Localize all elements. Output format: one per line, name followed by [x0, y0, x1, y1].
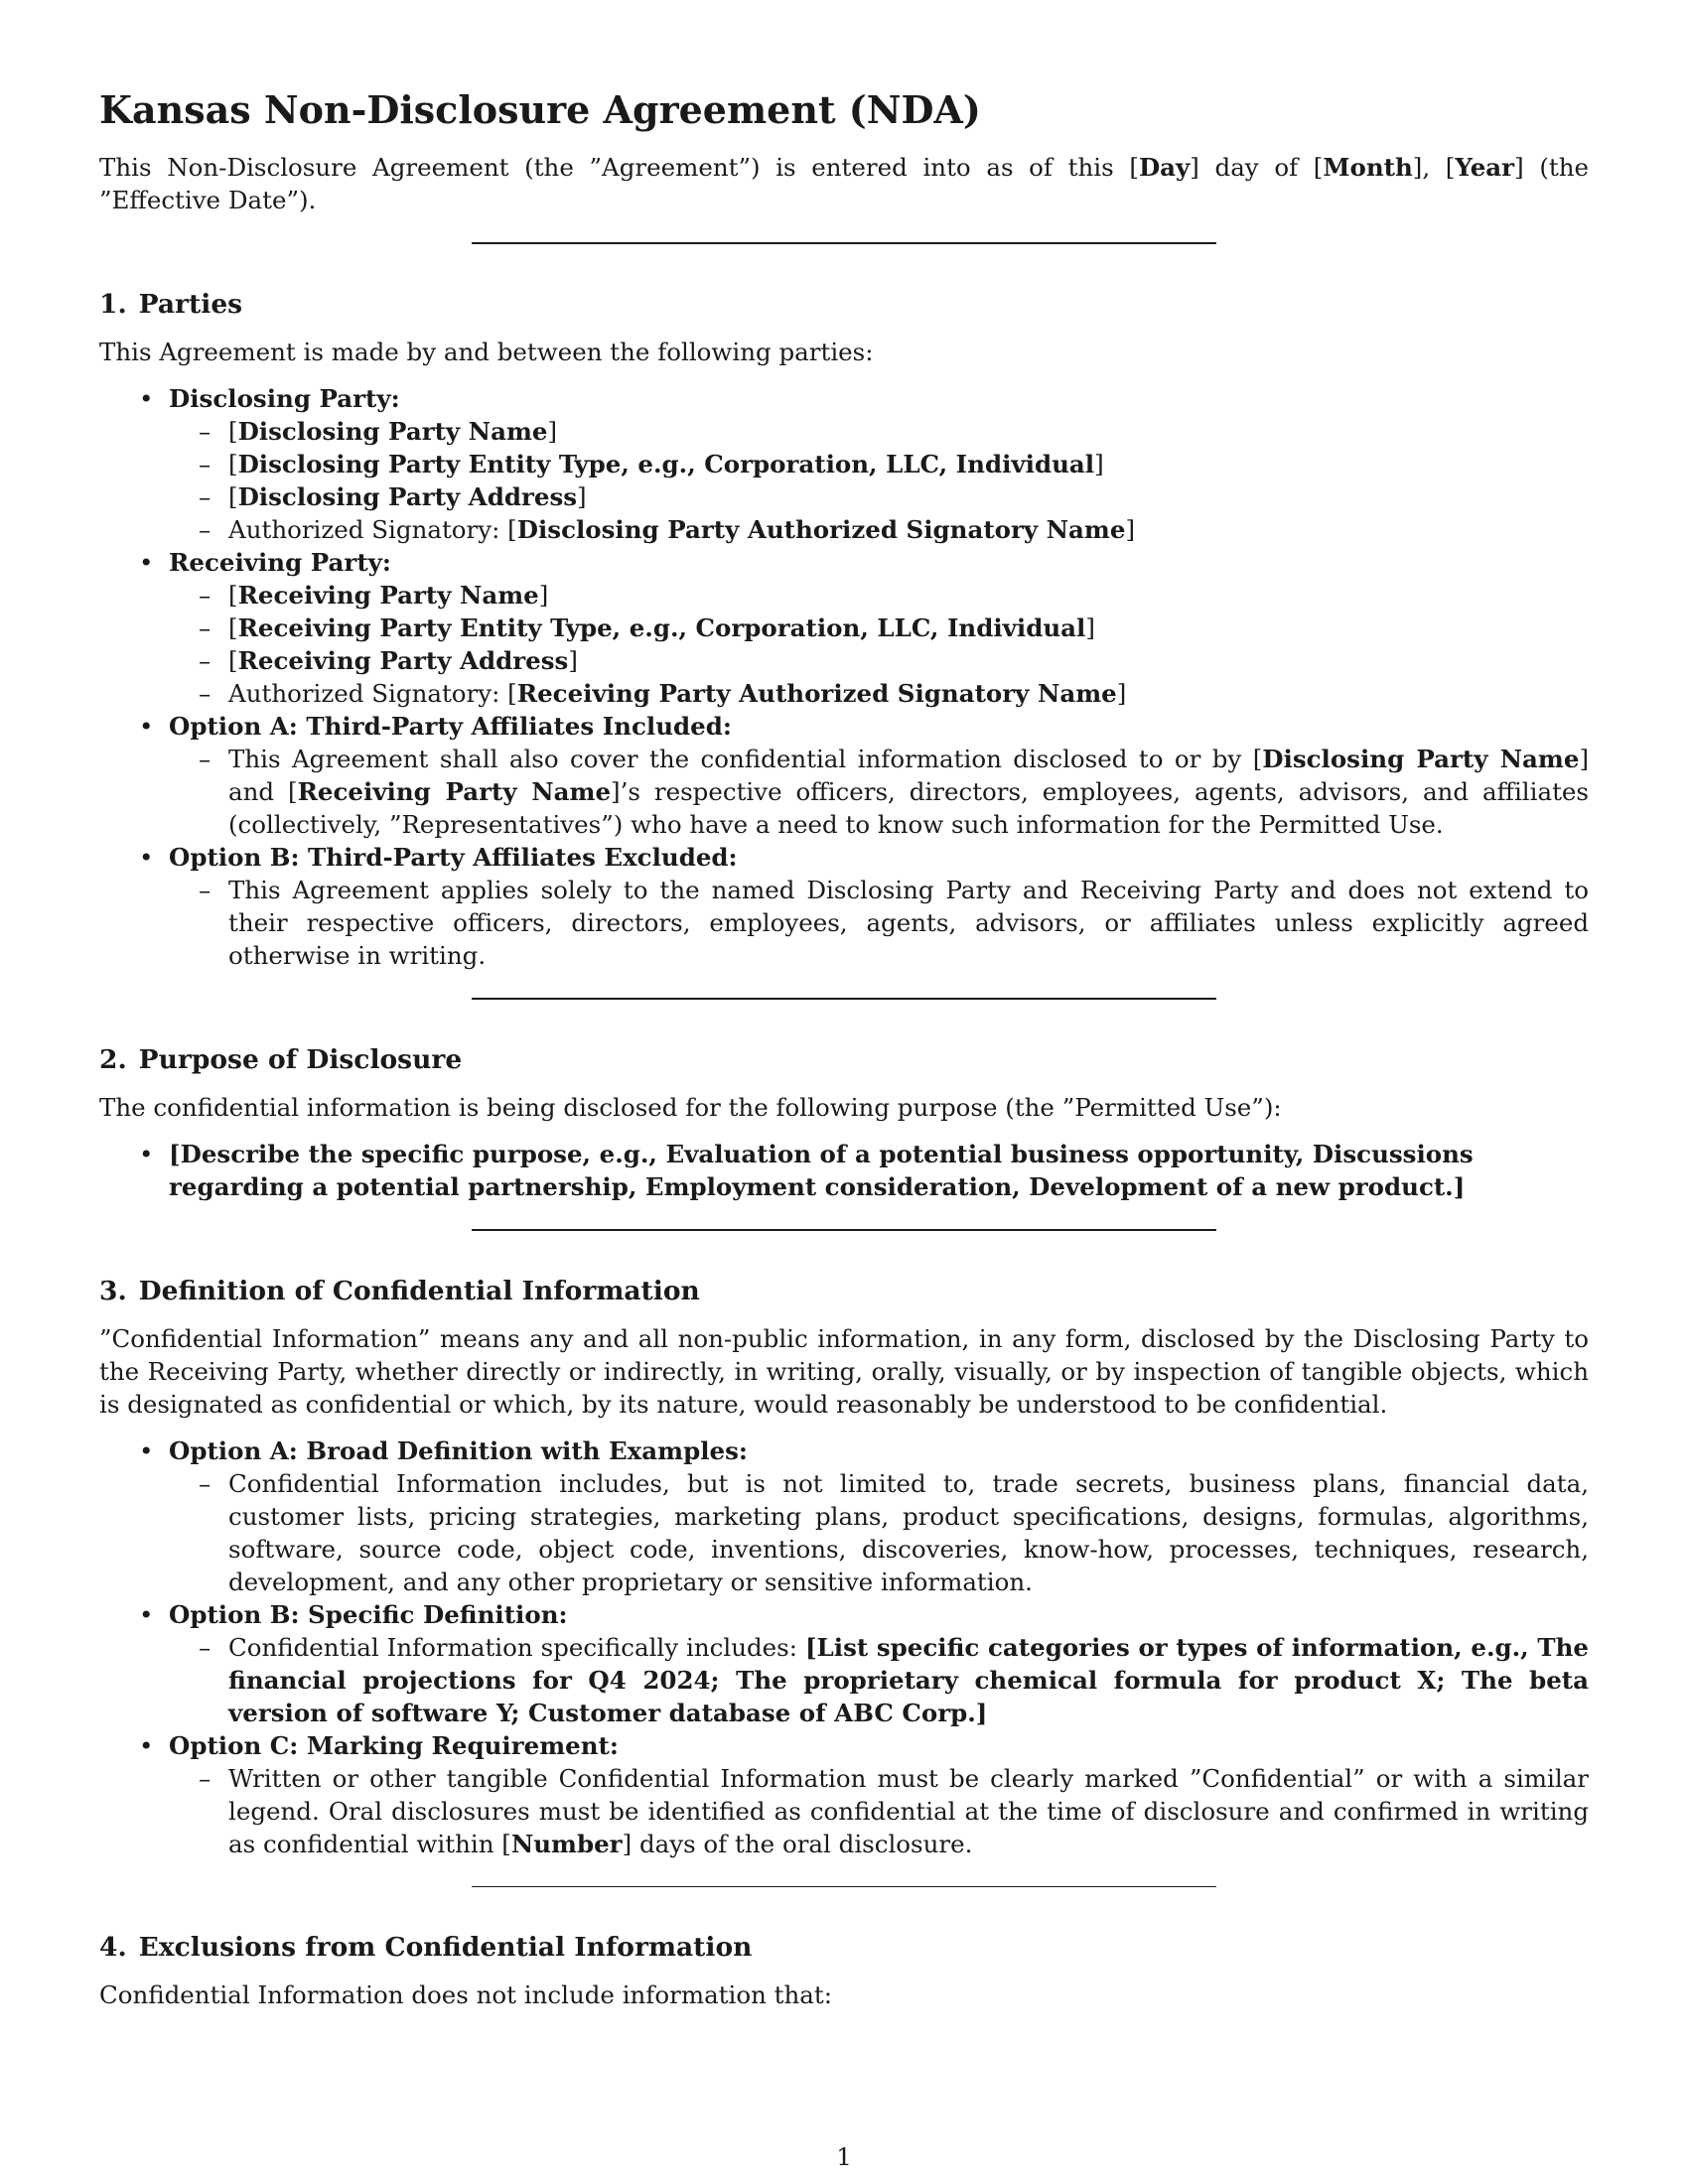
list-item: – Authorized Signatory: [Receiving Party Authorized Signatory Name]: [228, 677, 1589, 710]
list-item: [228, 1631, 1589, 1729]
section-title: Exclusions from Confidential Information: [138, 1932, 753, 1963]
document-page: [99, 87, 1589, 2025]
receiving-party-name-placeholder: Receiving Party Name: [297, 777, 612, 806]
list-item: [169, 1598, 1589, 1729]
list-item: – [Receiving Party Name]: [228, 579, 1589, 612]
list-item: [169, 1729, 1589, 1860]
list-item: – Authorized Signatory: [Disclosing Party Authorized Signatory Name]: [228, 513, 1589, 546]
intro-text: ] day of [: [1190, 153, 1324, 182]
list-item: – This Agreement applies solely to the named Disclosing Party and Receiving Party and does not extend to their respective officers, directors, employees, agents, advisors, or affiliates unless explicitly agreed otherwise in writing.: [228, 874, 1589, 972]
receiving-party-label: Receiving Party:: [169, 548, 391, 577]
list-item: [169, 1138, 1589, 1203]
list-item: [228, 743, 1589, 841]
list-item: [228, 1762, 1589, 1860]
section-4-heading: [99, 1931, 1589, 1965]
list-item: – [Receiving Party Entity Type, e.g., Corporation, LLC, Individual]: [228, 612, 1589, 644]
list-item: [169, 710, 1589, 841]
definition-options-list: [99, 1434, 1589, 1860]
option-a-label: Option A: Broad Definition with Examples:: [169, 1436, 748, 1465]
intro-text: ], [: [1412, 153, 1456, 182]
option-a-details: [169, 743, 1589, 841]
section-1-lead: This Agreement is made by and between the following parties:: [99, 338, 874, 366]
list-item: – [Disclosing Party Entity Type, e.g., Corporation, LLC, Individual]: [228, 448, 1589, 480]
document-title: Kansas Non-Disclosure Agreement (NDA): [99, 87, 981, 132]
list-item: – Confidential Information includes, but is not limited to, trade secrets, business plans, financial data, customer lists, pricing strategies, marketing plans, product specifications, designs, formulas, algorithms, software, source code, object code, inventions, discoveries, know-how, processes, techniques, research, development, and any other proprietary or sensitive information.: [228, 1467, 1589, 1598]
page-number: 1: [836, 2142, 852, 2171]
number-placeholder: Number: [510, 1830, 623, 1858]
purpose-placeholder: [Describe the specific purpose, e.g., Evaluation of a potential business opportunity, Discussions regarding a potential partnership, Employment consideration, Development of a new product.]: [169, 1140, 1474, 1201]
signatory-label: Authorized Signatory:: [228, 679, 508, 708]
receiving-party-entity-placeholder: Receiving Party Entity Type, e.g., Corporation, LLC, Individual: [237, 614, 1086, 642]
section-number: 4.: [99, 1932, 127, 1963]
disclosing-party-name-placeholder: Disclosing Party Name: [1262, 745, 1580, 773]
option-c-details: [169, 1762, 1589, 1860]
option-text: Confidential Information specifically includes:: [228, 1633, 805, 1662]
option-b-details: [169, 1631, 1589, 1729]
intro-paragraph: [99, 151, 1589, 216]
section-3-heading: [99, 1275, 1589, 1308]
day-placeholder: Day: [1138, 153, 1191, 182]
year-placeholder: Year: [1455, 153, 1515, 182]
section-number: 2.: [99, 1044, 127, 1075]
month-placeholder: Month: [1323, 153, 1413, 182]
section-divider: [472, 1229, 1216, 1231]
option-b-label: Option B: Third-Party Affiliates Excluded:: [169, 843, 738, 872]
receiving-party-name-placeholder: Receiving Party Name: [237, 581, 539, 610]
receiving-party-address-placeholder: Receiving Party Address: [237, 646, 569, 675]
disclosing-party-entity-placeholder: Disclosing Party Entity Type, e.g., Corporation, LLC, Individual: [237, 450, 1095, 478]
disclosing-party-name-placeholder: Disclosing Party Name: [237, 417, 548, 446]
list-item: [169, 841, 1589, 972]
section-2-heading: [99, 1043, 1589, 1077]
section-2-lead: The confidential information is being disclosed for the following purpose (the ”Permitted Use”):: [99, 1093, 1282, 1122]
option-c-label: Option C: Marking Requirement:: [169, 1731, 619, 1760]
list-item: – [Disclosing Party Address]: [228, 480, 1589, 513]
option-text: This Agreement shall also cover the confidential information disclosed to or by [: [228, 745, 1263, 773]
specific-categories-placeholder: [List specific categories or types of information, e.g., The financial projections for Q4 2024; The proprietary chemical formula for product X; The beta version of software Y; Customer database of ABC Corp.]: [228, 1633, 1590, 1727]
purpose-list: [99, 1138, 1589, 1203]
list-item: – [Receiving Party Address]: [228, 644, 1589, 677]
list-item: [169, 546, 1589, 710]
signatory-label: Authorized Signatory:: [228, 515, 508, 544]
option-text: Written or other tangible Confidential Information must be clearly marked ”Confidential” or with a similar legend. Oral disclosures must be identified as confidential at the time of disclosure and confirmed in writing as confidential within [: [228, 1764, 1589, 1858]
section-3-lead: ”Confidential Information” means any and all non-public information, in any form, disclosed by the Disclosing Party to the Receiving Party, whether directly or indirectly, in writing, orally, visually, or by inspection of tangible objects, which is designated as confidential or which, by its nature, would reasonably be understood to be confidential.: [99, 1324, 1589, 1419]
option-b-details: [169, 874, 1589, 972]
option-a-label: Option A: Third-Party Affiliates Included:: [169, 712, 732, 741]
section-divider: [472, 998, 1216, 1000]
receiving-signatory-placeholder: Receiving Party Authorized Signatory Name: [516, 679, 1117, 708]
list-item: [169, 382, 1589, 546]
parties-list: [99, 382, 1589, 972]
option-text: ]’s respective officers, directors, employees, agents, advisors, and affiliates (collectively, ”Representatives”) who have a need to know such information for the Permitted Use.: [228, 777, 1589, 839]
disclosing-party-details: [169, 415, 1589, 546]
disclosing-party-address-placeholder: Disclosing Party Address: [237, 482, 578, 511]
receiving-party-details: [169, 579, 1589, 710]
section-number: 1.: [99, 289, 127, 320]
section-divider: [472, 1886, 1216, 1887]
disclosing-party-label: Disclosing Party:: [169, 384, 400, 413]
option-a-details: [169, 1467, 1589, 1598]
section-title: Purpose of Disclosure: [138, 1044, 463, 1075]
section-4-lead: Confidential Information does not include information that:: [99, 1980, 833, 2009]
section-title: Definition of Confidential Information: [138, 1276, 700, 1306]
intro-text: This Non-Disclosure Agreement (the ”Agreement”) is entered into as of this [: [99, 153, 1139, 182]
section-title: Parties: [138, 289, 243, 320]
option-text: ] days of the oral disclosure.: [622, 1830, 973, 1858]
intro-text: ] (the ”Effective Date”).: [99, 153, 1590, 214]
section-divider: [472, 242, 1216, 244]
option-b-label: Option B: Specific Definition:: [169, 1600, 568, 1629]
option-text: ] and [: [228, 745, 1589, 806]
disclosing-signatory-placeholder: Disclosing Party Authorized Signatory Name: [516, 515, 1126, 544]
list-item: [169, 1434, 1589, 1598]
list-item: – [Disclosing Party Name]: [228, 415, 1589, 448]
section-number: 3.: [99, 1276, 127, 1306]
section-1-heading: [99, 288, 1589, 322]
